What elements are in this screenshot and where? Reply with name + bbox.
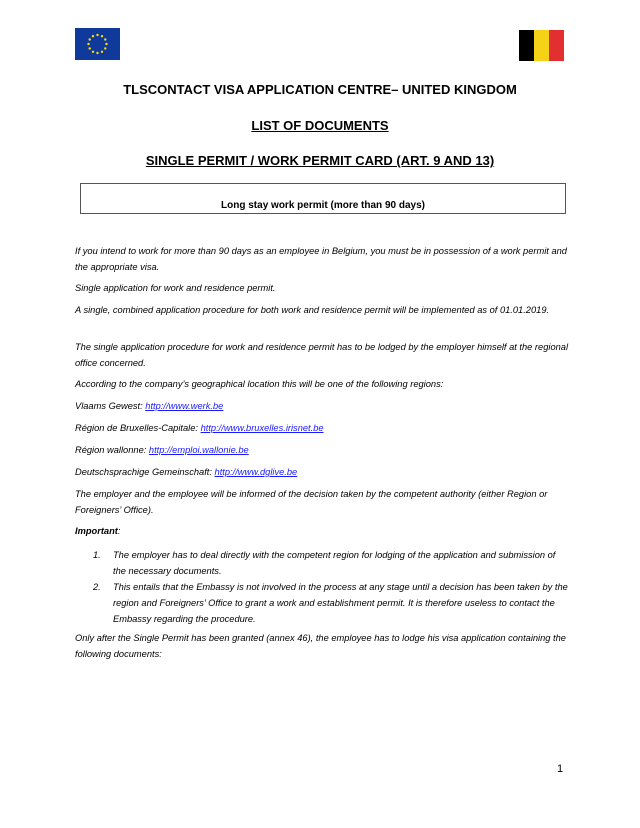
region-german-community: [75, 464, 570, 480]
region-label: Région de Bruxelles-Capitale:: [75, 423, 201, 433]
list-item-number: 2.: [93, 582, 101, 592]
region-link-werk[interactable]: http://www.werk.be: [145, 401, 224, 411]
intro-paragraph: If you intend to work for more than 90 days as an employee in Belgium, you must be in possession of a work permit and the appropriate visa.: [75, 246, 567, 272]
region-brussels: [75, 420, 570, 436]
important-heading: [75, 523, 570, 539]
region-link-bruxelles[interactable]: http://www.bruxelles.irisnet.be: [200, 423, 324, 433]
document-title: TLSCONTACT VISA APPLICATION CENTRE– UNITED KINGDOM: [123, 82, 517, 97]
combined-procedure-paragraph: A single, combined application procedure for both work and residence permit will be implemented as of 01.01.2019.: [75, 305, 550, 315]
region-link-dglive[interactable]: http://www.dglive.be: [214, 467, 298, 477]
document-subtitle: LIST OF DOCUMENTS: [251, 118, 389, 133]
be-flag-red-stripe: [549, 30, 564, 61]
region-label: Vlaams Gewest:: [75, 401, 146, 411]
list-item: This entails that the Embassy is not involved in the process at any stage until a decision has been taken by the region and Foreigners’ Office to grant a work and establishment permit. It is therefore useless to contact the Embassy regarding the procedure.: [113, 582, 568, 624]
informed-paragraph: The employer and the employee will be informed of the decision taken by the competent authority (either Region or Foreigners’ Office).: [75, 489, 548, 515]
permit-type-label: Long stay work permit (more than 90 days): [221, 200, 425, 211]
region-label: Deutschsprachige Gemeinschaft:: [75, 467, 215, 477]
important-label: Important: [75, 526, 118, 536]
eu-stars-icon: [75, 28, 120, 60]
single-application-paragraph: Single application for work and residence permit.: [75, 283, 276, 293]
list-item: The employer has to deal directly with the competent region for lodging of the application and submission of the necessary documents.: [113, 550, 556, 576]
region-link-wallonie[interactable]: http://emploi.wallonie.be: [148, 445, 249, 455]
page-number: 1: [557, 763, 564, 775]
after-grant-paragraph: Only after the Single Permit has been granted (annex 46), the employee has to lodge his visa application containing the following documents:: [75, 633, 566, 659]
important-colon: :: [117, 526, 121, 536]
be-flag-black-stripe: [519, 30, 534, 61]
region-flanders: [75, 398, 570, 414]
region-label: Région wallonne:: [75, 445, 149, 455]
list-item-number: 1.: [93, 550, 101, 560]
be-flag-yellow-stripe: [534, 30, 549, 61]
belgium-flag-icon: [519, 30, 564, 61]
eu-flag-icon: [75, 28, 120, 60]
regions-intro-paragraph: According to the company’s geographical location this will be one of the following regions:: [75, 379, 444, 389]
lodged-paragraph: The single application procedure for work and residence permit has to be lodged by the employer himself at the regional office concerned.: [75, 342, 569, 368]
region-wallonia: [75, 442, 570, 458]
permit-type-box: [80, 183, 566, 214]
section-title: SINGLE PERMIT / WORK PERMIT CARD (ART. 9 AND 13): [145, 153, 495, 168]
